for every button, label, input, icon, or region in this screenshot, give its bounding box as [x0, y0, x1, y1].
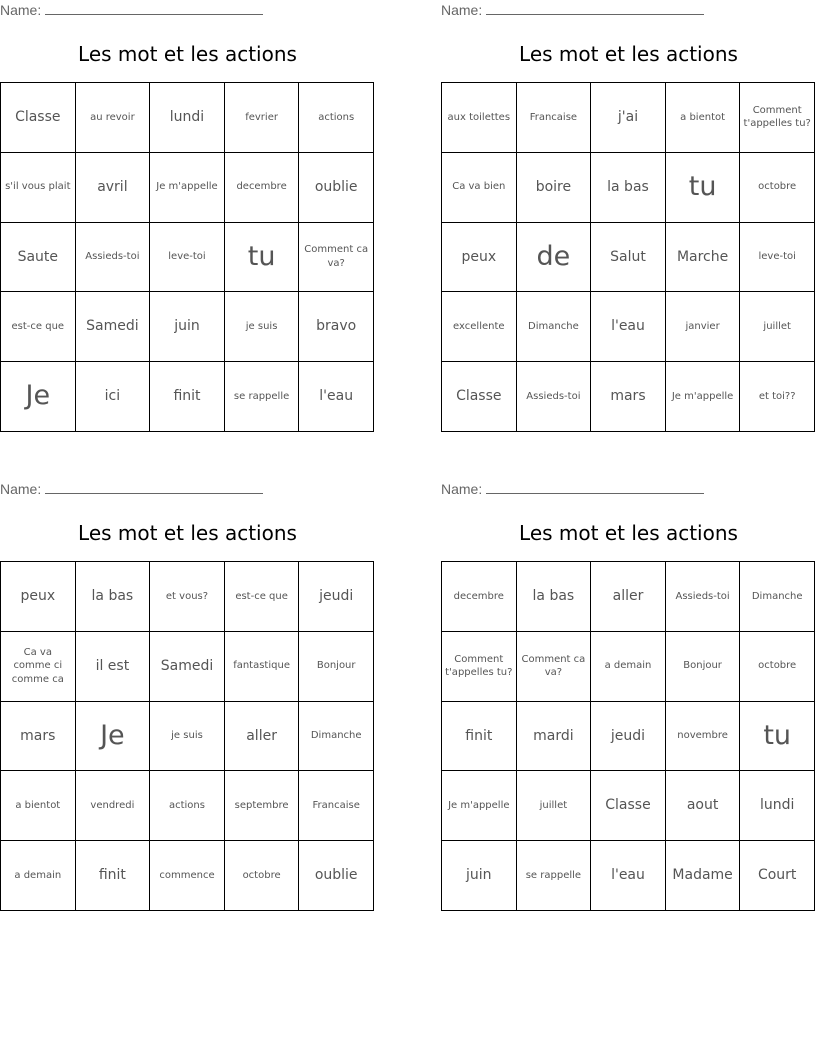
bingo-cell: jeudi [299, 562, 374, 632]
bingo-cell: juillet [517, 771, 592, 841]
card-title: Les mot et les actions [519, 521, 738, 545]
bingo-cell: octobre [740, 153, 815, 223]
card-title: Les mot et les actions [519, 42, 738, 66]
bingo-cell: lundi [740, 771, 815, 841]
name-label: Name: [441, 481, 483, 497]
bingo-cell: je suis [150, 702, 225, 772]
bingo-cell: Comment t'appelles tu? [442, 632, 517, 702]
bingo-cell: Assieds-toi [517, 362, 592, 432]
bingo-cell: a bientot [666, 83, 741, 153]
bingo-cell: Je m'appelle [442, 771, 517, 841]
bingo-cell: leve-toi [740, 223, 815, 293]
bingo-cell: Francaise [517, 83, 592, 153]
bingo-cell: au revoir [76, 83, 151, 153]
bingo-cell: mardi [517, 702, 592, 772]
bingo-card-2 [441, 0, 816, 440]
bingo-cell: se rappelle [517, 841, 592, 911]
bingo-cell: peux [1, 562, 76, 632]
bingo-cell: novembre [666, 702, 741, 772]
bingo-grid [441, 561, 815, 911]
bingo-cell: mars [591, 362, 666, 432]
bingo-cell: est-ce que [225, 562, 300, 632]
bingo-cell: mars [1, 702, 76, 772]
bingo-cell: fantastique [225, 632, 300, 702]
bingo-grid [441, 82, 815, 432]
bingo-cell: Samedi [150, 632, 225, 702]
name-label: Name: [0, 481, 42, 497]
bingo-cell: Bonjour [299, 632, 374, 702]
bingo-cell: decembre [225, 153, 300, 223]
bingo-grid [0, 561, 374, 911]
bingo-cell: finit [150, 362, 225, 432]
bingo-cell: Comment t'appelles tu? [740, 83, 815, 153]
bingo-cell: a demain [1, 841, 76, 911]
bingo-cell: ici [76, 362, 151, 432]
bingo-cell: avril [76, 153, 151, 223]
bingo-cell: l'eau [591, 841, 666, 911]
bingo-cell: a demain [591, 632, 666, 702]
bingo-cell: commence [150, 841, 225, 911]
bingo-cell: Salut [591, 223, 666, 293]
bingo-cell: Comment ca va? [517, 632, 592, 702]
bingo-cell: finit [442, 702, 517, 772]
bingo-cell: jeudi [591, 702, 666, 772]
card-title: Les mot et les actions [78, 521, 297, 545]
bingo-cell: juillet [740, 292, 815, 362]
bingo-cell: l'eau [591, 292, 666, 362]
bingo-cell: juin [442, 841, 517, 911]
bingo-cell: il est [76, 632, 151, 702]
bingo-cell: octobre [225, 841, 300, 911]
bingo-cell: aller [225, 702, 300, 772]
bingo-card-4 [441, 479, 816, 919]
bingo-cell: actions [299, 83, 374, 153]
bingo-cell: boire [517, 153, 592, 223]
bingo-cell: Dimanche [299, 702, 374, 772]
name-field[interactable] [0, 2, 263, 18]
bingo-cell: oublie [299, 153, 374, 223]
bingo-cell: Assieds-toi [76, 223, 151, 293]
bingo-cell: Madame [666, 841, 741, 911]
bingo-cell: Saute [1, 223, 76, 293]
bingo-cell: est-ce que [1, 292, 76, 362]
name-label: Name: [0, 2, 42, 18]
bingo-cell: Francaise [299, 771, 374, 841]
bingo-cell: et toi?? [740, 362, 815, 432]
bingo-cell: octobre [740, 632, 815, 702]
bingo-cell: juin [150, 292, 225, 362]
bingo-cell: fevrier [225, 83, 300, 153]
name-field[interactable] [0, 481, 263, 497]
bingo-cell: Je [1, 362, 76, 432]
bingo-cell: Ca va comme ci comme ca [1, 632, 76, 702]
bingo-cell: oublie [299, 841, 374, 911]
bingo-cell: Classe [591, 771, 666, 841]
name-underline [486, 2, 704, 15]
bingo-cell: la bas [517, 562, 592, 632]
name-underline [45, 2, 263, 15]
bingo-cell: decembre [442, 562, 517, 632]
bingo-cell: septembre [225, 771, 300, 841]
bingo-cell: peux [442, 223, 517, 293]
bingo-cell: Ca va bien [442, 153, 517, 223]
bingo-cell: la bas [76, 562, 151, 632]
bingo-cell: et vous? [150, 562, 225, 632]
bingo-cell: aux toilettes [442, 83, 517, 153]
name-field[interactable] [441, 2, 704, 18]
bingo-cell: Dimanche [740, 562, 815, 632]
bingo-cell: je suis [225, 292, 300, 362]
bingo-cell: excellente [442, 292, 517, 362]
bingo-cell: Comment ca va? [299, 223, 374, 293]
bingo-grid [0, 82, 374, 432]
bingo-cell: tu [666, 153, 741, 223]
bingo-cell: lundi [150, 83, 225, 153]
bingo-cell: a bientot [1, 771, 76, 841]
bingo-card-1 [0, 0, 375, 440]
bingo-cell: Je m'appelle [666, 362, 741, 432]
bingo-cell: vendredi [76, 771, 151, 841]
name-underline [486, 481, 704, 494]
bingo-cell: bravo [299, 292, 374, 362]
bingo-cell: tu [740, 702, 815, 772]
bingo-cell: Je m'appelle [150, 153, 225, 223]
bingo-cell: Assieds-toi [666, 562, 741, 632]
bingo-cell: la bas [591, 153, 666, 223]
bingo-cell: Je [76, 702, 151, 772]
bingo-cell: s'il vous plait [1, 153, 76, 223]
bingo-cell: leve-toi [150, 223, 225, 293]
bingo-cell: de [517, 223, 592, 293]
name-underline [45, 481, 263, 494]
bingo-cell: se rappelle [225, 362, 300, 432]
name-label: Name: [441, 2, 483, 18]
bingo-cell: Marche [666, 223, 741, 293]
bingo-cell: actions [150, 771, 225, 841]
bingo-cell: Court [740, 841, 815, 911]
bingo-cell: Dimanche [517, 292, 592, 362]
bingo-cell: Samedi [76, 292, 151, 362]
bingo-cell: janvier [666, 292, 741, 362]
bingo-cell: Classe [1, 83, 76, 153]
bingo-cell: aller [591, 562, 666, 632]
bingo-cell: tu [225, 223, 300, 293]
bingo-cell: finit [76, 841, 151, 911]
bingo-cell: l'eau [299, 362, 374, 432]
card-title: Les mot et les actions [78, 42, 297, 66]
bingo-cell: j'ai [591, 83, 666, 153]
bingo-cell: Bonjour [666, 632, 741, 702]
bingo-cell: Classe [442, 362, 517, 432]
bingo-card-3 [0, 479, 375, 919]
bingo-cell: aout [666, 771, 741, 841]
name-field[interactable] [441, 481, 704, 497]
